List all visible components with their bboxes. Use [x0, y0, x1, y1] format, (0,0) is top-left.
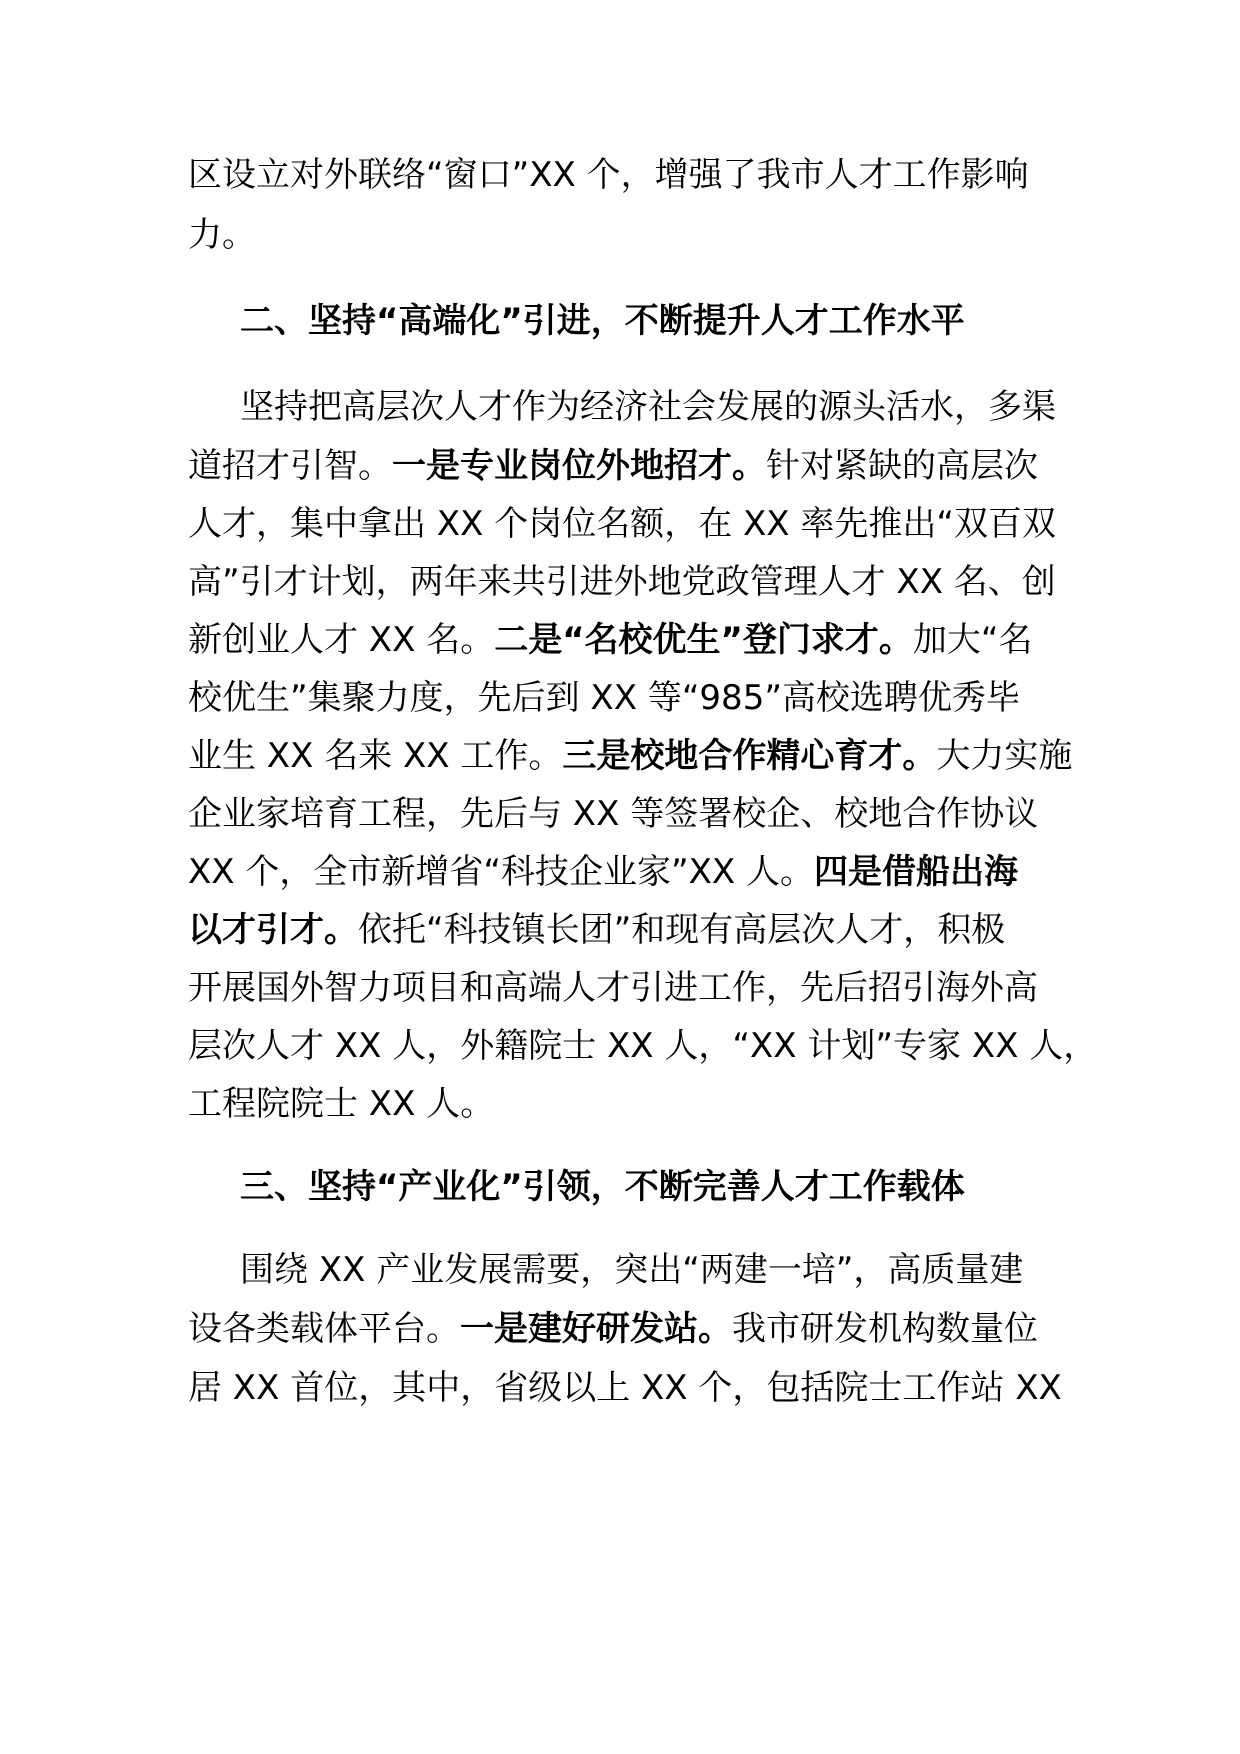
- bold-text-run: 三是校地合作精心育才。: [562, 736, 937, 776]
- section-heading: 三、坚持“产业化”引领，不断完善人才工作载体: [240, 1167, 965, 1207]
- body-text-line: 围绕 XX 产业发展需要，突出“两建一培”，高质量建: [240, 1250, 1024, 1290]
- body-text-line: [188, 908, 1088, 952]
- body-text-line: 工程院院士 XX 人。: [188, 1084, 495, 1124]
- text-run: 依托“科技镇长团”和现有高层次人才，积极: [358, 910, 1006, 950]
- body-text-line: 层次人才 XX 人，外籍院士 XX 人，“XX 计划”专家 XX 人，: [188, 1026, 1098, 1066]
- text-run: XX 个，全市新增省“科技企业家”XX 人。: [188, 852, 815, 892]
- text-run: 设各类载体平台。: [188, 1309, 460, 1349]
- body-text-line: [188, 618, 1088, 662]
- body-text-line: 开展国外智力项目和高端人才引进工作，先后招引海外高: [188, 968, 1038, 1008]
- body-text-line: [188, 734, 1088, 778]
- body-text-line: 坚持把高层次人才作为经济社会发展的源头活水，多渠: [240, 387, 1056, 427]
- body-text-line: 力。: [188, 215, 256, 255]
- text-run: 业生 XX 名来 XX 工作。: [188, 736, 563, 776]
- body-text-line: [188, 444, 1088, 488]
- body-text-line: 区设立对外联络“窗口”XX 个，增强了我市人才工作影响: [188, 155, 1029, 195]
- bold-text-run: 以才引才。: [188, 910, 358, 950]
- body-text-line: [188, 1307, 1088, 1351]
- bold-text-run: 四是借船出海: [814, 852, 1019, 892]
- body-text-line: 高”引才计划，两年来共引进外地党政管理人才 XX 名、创: [188, 562, 1056, 602]
- body-text-line: 企业家培育工程，先后与 XX 等签署校企、校地合作协议: [188, 794, 1039, 834]
- text-run: 大力实施: [936, 736, 1073, 776]
- text-run: 道招才引智。: [188, 446, 392, 486]
- body-text-line: 人才，集中拿出 XX 个岗位名额，在 XX 率先推出“双百双: [188, 504, 1057, 544]
- section-heading: 二、坚持“高端化”引进，不断提升人才工作水平: [240, 301, 965, 341]
- body-text-line: 校优生”集聚力度，先后到 XX 等“985”高校选聘优秀毕: [188, 678, 1020, 718]
- text-run: 新创业人才 XX 名。: [188, 620, 495, 660]
- text-run: 我市研发机构数量位: [732, 1309, 1038, 1349]
- text-run: 加大“名: [912, 620, 1033, 660]
- body-text-line: [188, 850, 1088, 894]
- body-text-line: 居 XX 首位，其中，省级以上 XX 个，包括院士工作站 XX: [188, 1368, 1062, 1408]
- text-run: 针对紧缺的高层次: [766, 446, 1038, 486]
- bold-text-run: 一是建好研发站。: [460, 1309, 732, 1349]
- bold-text-run: 一是专业岗位外地招才。: [392, 446, 766, 486]
- bold-text-run: 二是“名校优生”登门求才。: [494, 620, 913, 660]
